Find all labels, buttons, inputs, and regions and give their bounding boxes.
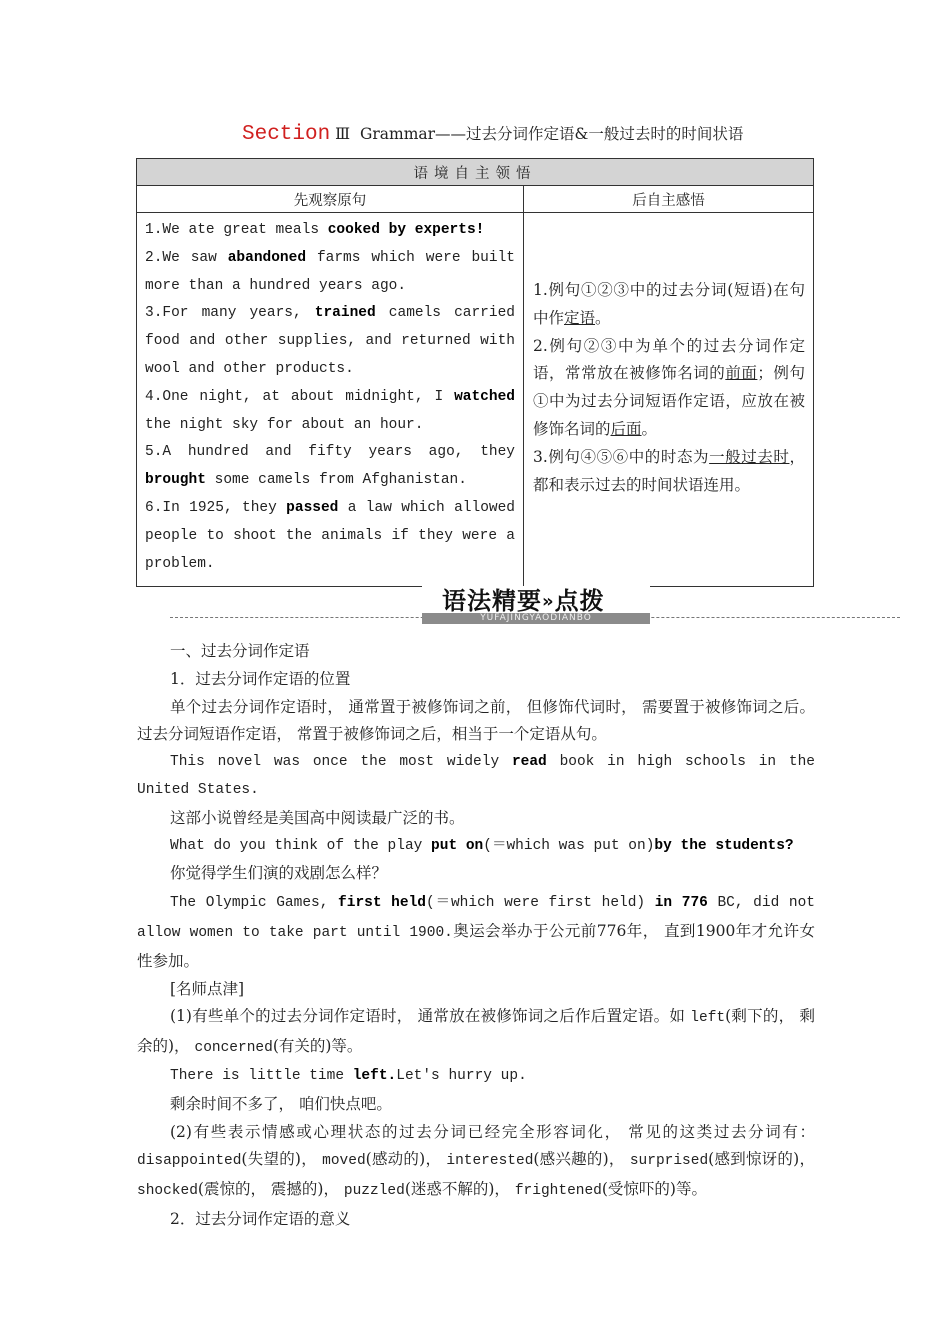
text: Let's hurry up.: [396, 1067, 527, 1084]
answer: 后面: [610, 419, 642, 438]
tip-1: [137, 1003, 815, 1063]
term: disappointed: [137, 1153, 242, 1170]
context-table: [136, 158, 814, 587]
text: (＝which was put on): [483, 837, 655, 854]
bold-phrase: cooked by experts!: [327, 222, 485, 238]
text: farms which were built more than a hundred years ago.: [145, 249, 515, 294]
term: moved: [322, 1153, 366, 1170]
text: 1.例句①②③中的过去分词(短语)在句中作: [533, 281, 805, 327]
answer: 前面: [725, 364, 758, 383]
example-5: [145, 439, 515, 495]
section-banner: [160, 583, 900, 628]
term: interested: [446, 1153, 534, 1170]
bold-phrase: in 776: [654, 895, 708, 912]
insight-3: [533, 444, 805, 500]
text: 5.A hundred and fifty years ago, they: [145, 444, 515, 461]
tip-2: [137, 1119, 815, 1206]
text: ，都和表示过去的时间状语连用。: [533, 447, 805, 494]
text: What do you think of the play: [170, 837, 432, 854]
insight-1: [533, 277, 805, 333]
answer: 一般过去时: [709, 447, 790, 466]
example-1: [145, 217, 515, 245]
term: puzzled: [343, 1183, 405, 1200]
section-numeral: Ⅲ: [335, 125, 351, 143]
text: BC, did not allow women to take part until 1900.: [137, 895, 815, 941]
example-en: [137, 749, 815, 805]
term: left: [690, 1010, 726, 1027]
term: surprised: [629, 1153, 709, 1170]
section-title: [242, 122, 802, 146]
text: some camels from Afghanistan.: [205, 472, 467, 489]
example-3: [145, 300, 515, 383]
example-6: [145, 495, 515, 578]
text: (有关的)等。: [272, 1037, 363, 1056]
term: frightened: [514, 1183, 602, 1200]
text: book in high schools in the United States.: [137, 754, 815, 798]
insights: [524, 213, 814, 587]
example-cn: 你觉得学生们演的戏剧怎么样？: [170, 864, 388, 883]
text: (震惊的， 震撼的)，: [197, 1180, 339, 1199]
text: (1)有些单个的过去分词作定语时， 通常放在被修饰词之后作后置定语。如: [170, 1007, 691, 1026]
tip-label: [名师点津]: [170, 979, 245, 998]
example-cn: 奥运会举办于公元前776年， 直到1900年才允许女性参加。: [137, 921, 815, 970]
text: a law which allowed people to shoot the animals if they were a problem.: [145, 499, 515, 572]
text: (剩下的， 剩余的)，: [137, 1007, 815, 1056]
text: (＝which were first held): [425, 895, 655, 912]
example-sentences: [137, 213, 524, 587]
banner-pinyin: YUFAJINGYAODIANBO: [422, 613, 650, 624]
answer: 定语: [564, 308, 596, 327]
grammar-content: [137, 638, 815, 1234]
text: (感动的)，: [365, 1150, 442, 1169]
heading-1-2: 2．过去分词作定语的意义: [170, 1209, 351, 1228]
banner-text-2: 点拨: [554, 587, 605, 615]
text: The Olympic Games,: [170, 895, 339, 912]
bold-phrase: abandoned: [227, 249, 307, 266]
heading-1: 一、过去分词作定语: [170, 642, 310, 660]
text: There is little time: [170, 1067, 353, 1084]
example-4: [145, 384, 515, 440]
example-en: [137, 888, 815, 975]
text: (受惊吓的)等。: [601, 1180, 707, 1199]
text: ；例句①中为过去分词短语作定语，应放在被修饰名词的: [533, 364, 805, 438]
bold-phrase: brought: [145, 472, 206, 489]
term: shocked: [137, 1183, 198, 1200]
bold-phrase: read: [511, 754, 547, 771]
column-header-left: 先观察原句: [137, 186, 524, 213]
text: 。: [595, 308, 611, 327]
text: This novel was once the most widely: [170, 754, 512, 771]
text: the night sky for about an hour.: [145, 416, 424, 433]
bold-phrase: passed: [286, 499, 339, 516]
section-word: Section: [242, 123, 331, 146]
bold-phrase: put on: [431, 837, 484, 854]
bold-phrase: trained: [314, 305, 376, 322]
text: 。: [641, 419, 658, 438]
banner-title: [442, 581, 605, 616]
text: 3.例句④⑤⑥中的时态为: [533, 447, 710, 466]
chevron-right-icon: »: [542, 591, 555, 612]
text: 4.One night, at about midnight, I: [145, 388, 455, 405]
text: 6.In 1925, they: [145, 499, 287, 516]
heading-1-1: 1．过去分词作定语的位置: [170, 669, 351, 688]
text: (失望的)，: [241, 1150, 317, 1169]
text: 2.例句②③中为单个的过去分词作定语，常常放在被修饰名词的: [533, 336, 805, 383]
text: (感兴趣的)，: [533, 1150, 625, 1169]
term: concerned: [194, 1040, 273, 1057]
bold-phrase: watched: [454, 388, 515, 405]
text: 1.We ate great meals: [145, 222, 328, 238]
insight-2: [533, 333, 805, 444]
example-2: [145, 245, 515, 301]
table-header: 语境自主领悟: [137, 159, 814, 186]
bold-phrase: left.: [352, 1067, 397, 1084]
text: (迷惑不解的)，: [404, 1180, 510, 1199]
example-en: [137, 833, 815, 861]
text: (2)有些表示情感或心理状态的过去分词已经完全形容词化， 常见的这类过去分词有：: [170, 1122, 815, 1141]
bold-phrase: by the students?: [654, 837, 794, 854]
text: (感到惊讶的)，: [708, 1150, 815, 1169]
example-en: [137, 1063, 815, 1091]
text: camels carried food and other supplies, and returned with wool and other products.: [145, 305, 515, 377]
paragraph: 单个过去分词作定语时， 通常置于被修饰词之前， 但修饰代词时， 需要置于被修饰词之后。 过去分词短语作定语， 常置于被修饰词之后，相当于一个定语从句。: [137, 697, 815, 744]
text: 2.We saw: [145, 249, 228, 266]
bold-phrase: first held: [338, 895, 426, 912]
text: 3.For many years,: [145, 305, 315, 322]
banner-text: 语法精要: [442, 587, 542, 615]
example-cn: 这部小说曾经是美国高中阅读最广泛的书。: [170, 808, 465, 827]
column-header-right: 后自主感悟: [524, 186, 814, 213]
section-topic: Grammar——过去分词作定语&一般过去时的时间状语: [359, 125, 744, 143]
example-cn: 剩余时间不多了， 咱们快点吧。: [170, 1094, 392, 1113]
